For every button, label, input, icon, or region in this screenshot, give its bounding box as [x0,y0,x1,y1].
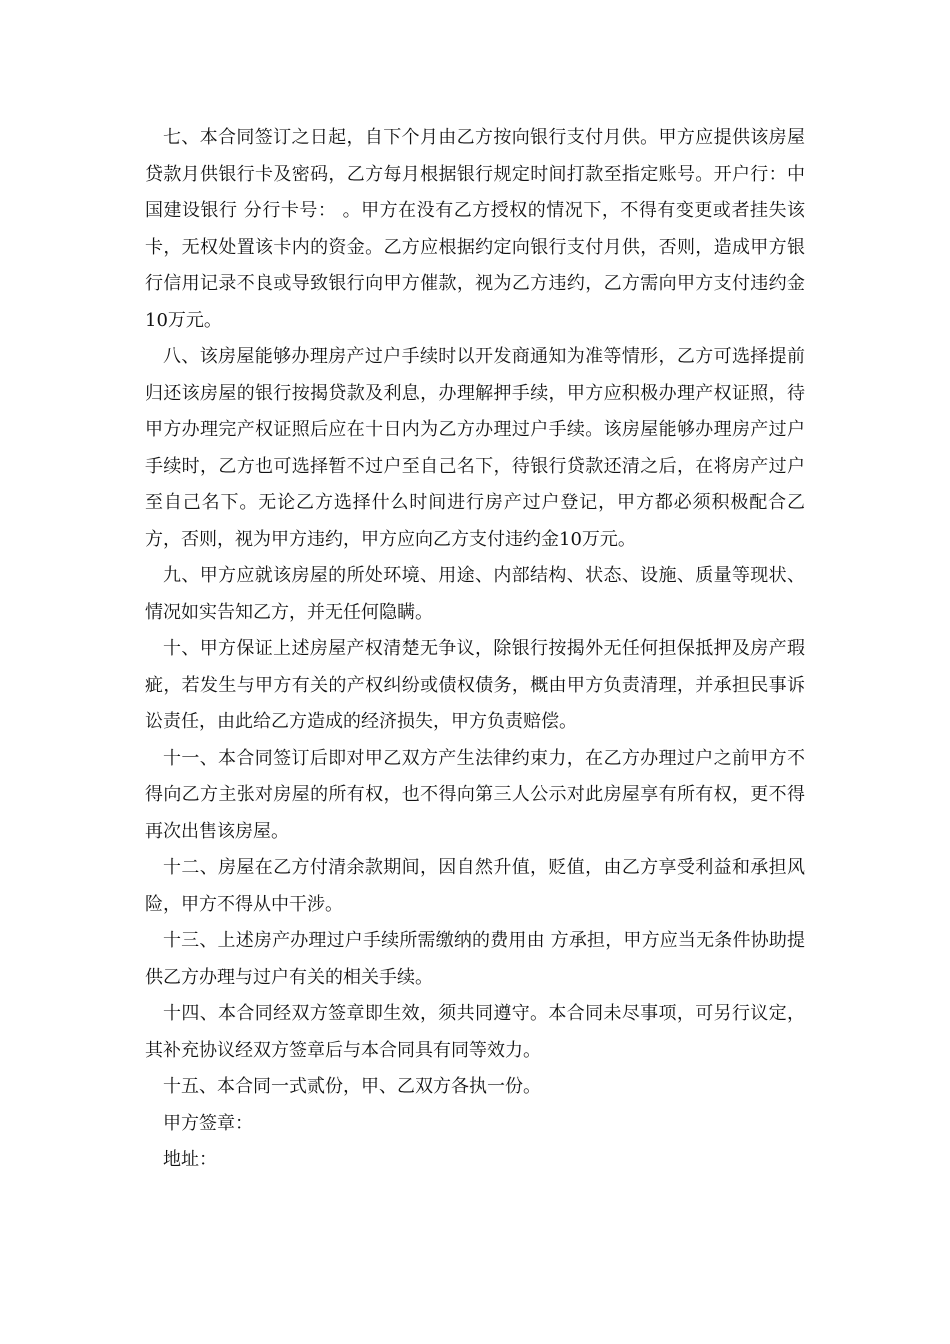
clause-14: 十四、本合同经双方签章即生效，须共同遵守。本合同未尽事项，可另行议定，其补充协议经双方签章后与本合同具有同等效力。 [145,1003,805,1061]
address-label: 地址： [163,1149,217,1170]
clause-13: 十三、上述房产办理过户手续所需缴纳的费用由 方承担，甲方应当无条件协助提供乙方办理与过户有关的相关手续。 [145,930,805,988]
contract-page [145,120,805,1179]
clause-7: 七、本合同签订之日起，自下个月由乙方按向银行支付月供。甲方应提供该房屋贷款月供银行卡及密码，乙方每月根据银行规定时间打款至指定账号。开户行：中国建设银行 分行卡号： 。甲方在没有乙方授权的情况下，不得有变更或者挂失该卡，无权处置该卡内的资金。乙方应根据约定向银行支付月供，否则，造成甲方银行信用记录不良或导致银行向甲方催款，视为乙方违约，乙方需向甲方支付违约金10万元。 [145,127,805,331]
clause-12: 十二、房屋在乙方付清余款期间，因自然升值，贬值，由乙方享受利益和承担风险，甲方不得从中干涉。 [145,857,805,915]
clause-15: 十五、本合同一式贰份，甲、乙双方各执一份。 [163,1076,541,1097]
party-a-seal-label: 甲方签章： [163,1112,253,1134]
clause-8: 八、该房屋能够办理房产过户手续时以开发商通知为准等情形，乙方可选择提前归还该房屋的银行按揭贷款及利息，办理解押手续，甲方应积极办理产权证照，待甲方办理完产权证照后应在十日内为乙方办理过户手续。该房屋能够办理房产过户手续时，乙方也可选择暂不过户至自己名下，待银行贷款还清之后，在将房产过户至自己名下。无论乙方选择什么时间进行房产过户登记，甲方都必须积极配合乙方，否则，视为甲方违约，甲方应向乙方支付违约金10万元。 [145,346,805,550]
clause-9: 九、甲方应就该房屋的所处环境、用途、内部结构、状态、设施、质量等现状、情况如实告知乙方，并无任何隐瞒。 [145,565,805,623]
clause-10: 十、甲方保证上述房屋产权清楚无争议，除银行按揭外无任何担保抵押及房产瑕疵，若发生与甲方有关的产权纠纷或债权债务，概由甲方负责清理，并承担民事诉讼责任，由此给乙方造成的经济损失，甲方负责赔偿。 [145,638,805,732]
clause-11: 十一、本合同签订后即对甲乙双方产生法律约束力，在乙方办理过户之前甲方不得向乙方主张对房屋的所有权，也不得向第三人公示对此房屋享有所有权，更不得再次出售该房屋。 [145,747,805,842]
